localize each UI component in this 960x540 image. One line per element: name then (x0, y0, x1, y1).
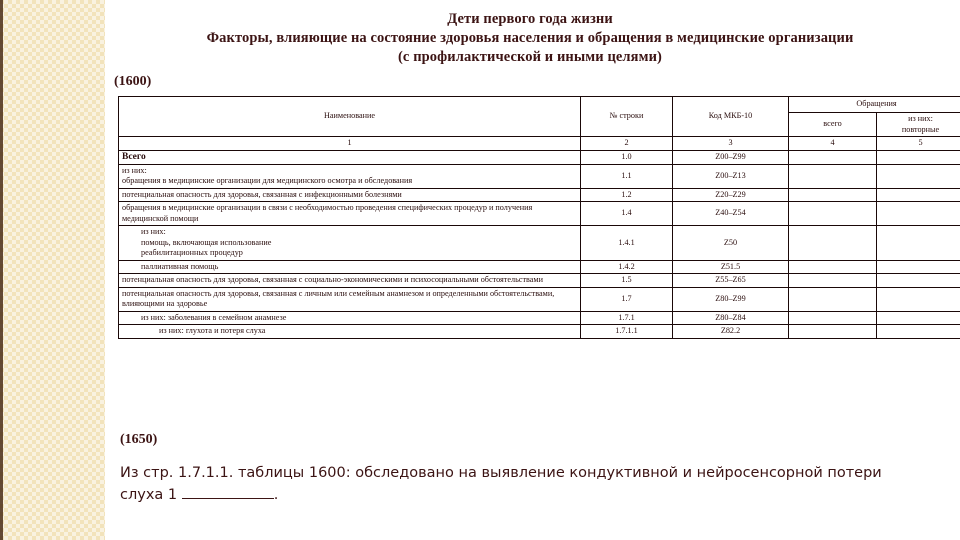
row-label: потенциальная опасность для здоровья, связанная с социально-экономическими и психосоциальными обстоятельствами (119, 274, 581, 288)
form-1600-table-container (118, 96, 940, 339)
row-icd-code: Z00–Z99 (673, 151, 789, 165)
row-icd-code: Z80–Z99 (673, 287, 789, 311)
row-number: 1.4.2 (581, 260, 673, 274)
row-visits-total-cell[interactable] (789, 164, 877, 188)
row-visits-repeat-cell[interactable] (877, 202, 960, 226)
row-icd-code: Z51.5 (673, 260, 789, 274)
table-row (119, 325, 960, 339)
table-row (119, 274, 960, 288)
table-row (119, 202, 960, 226)
table-header-row-main (119, 97, 960, 113)
row-visits-repeat-cell[interactable] (877, 325, 960, 339)
col-number-5: 5 (877, 137, 960, 151)
note-blank-field[interactable] (182, 485, 274, 499)
row-visits-total-cell[interactable] (789, 151, 877, 165)
table-row (119, 311, 960, 325)
table-row (119, 188, 960, 202)
row-icd-code: Z50 (673, 226, 789, 261)
row-label: паллиативная помощь (119, 260, 581, 274)
visits-repeat-line-2: повторные (901, 124, 940, 134)
row-label: потенциальная опасность для здоровья, связанная с личным или семейным анамнезом и определенными обстоятельствами, влияющими на здоровье (119, 287, 581, 311)
row-label: Всего (119, 151, 581, 165)
row-visits-total-cell[interactable] (789, 325, 877, 339)
row-visits-total-cell[interactable] (789, 311, 877, 325)
row-icd-code: Z40–Z54 (673, 202, 789, 226)
note-text-after: . (273, 487, 279, 503)
row-visits-total-cell[interactable] (789, 202, 877, 226)
col-number-4: 4 (789, 137, 877, 151)
table-body (119, 151, 960, 339)
row-number: 1.5 (581, 274, 673, 288)
row-visits-total-cell[interactable] (789, 287, 877, 311)
row-number: 1.1 (581, 164, 673, 188)
row-icd-code: Z80–Z84 (673, 311, 789, 325)
table-row (119, 164, 960, 188)
row-label: из них: помощь, включающая использование реабилитационных процедур (119, 226, 581, 261)
col-number-2: 2 (581, 137, 673, 151)
row-visits-repeat-cell[interactable] (877, 164, 960, 188)
form-code-1600: (1600) (114, 74, 152, 89)
row-number: 1.0 (581, 151, 673, 165)
row-visits-repeat-cell[interactable] (877, 151, 960, 165)
row-icd-code: Z00–Z13 (673, 164, 789, 188)
page-title-block (110, 10, 950, 67)
form-1650-note (120, 462, 910, 506)
row-number: 1.7.1 (581, 311, 673, 325)
row-number: 1.4.1 (581, 226, 673, 261)
row-label: из них: глухота и потеря слуха (119, 325, 581, 339)
row-visits-repeat-cell[interactable] (877, 311, 960, 325)
row-visits-repeat-cell[interactable] (877, 226, 960, 261)
page-subtitle-secondary: (с профилактической и иными целями) (398, 49, 662, 65)
row-visits-repeat-cell[interactable] (877, 287, 960, 311)
row-label: из них: заболевания в семейном анамнезе (119, 311, 581, 325)
page-title: Дети первого года жизни (447, 11, 613, 27)
col-number-1: 1 (119, 137, 581, 151)
table-row (119, 226, 960, 261)
row-number: 1.2 (581, 188, 673, 202)
col-header-row-no: № строки (581, 97, 673, 137)
form-1600-table (118, 96, 960, 339)
row-label: потенциальная опасность для здоровья, связанная с инфекционными болезнями (119, 188, 581, 202)
table-row (119, 287, 960, 311)
row-number: 1.7 (581, 287, 673, 311)
col-number-3: 3 (673, 137, 789, 151)
col-header-name: Наименование (119, 97, 581, 137)
row-visits-repeat-cell[interactable] (877, 260, 960, 274)
table-row (119, 260, 960, 274)
row-label: обращения в медицинские организации в связи с необходимостью проведения специфических процедур и получения медицинской помощи (119, 202, 581, 226)
row-visits-total-cell[interactable] (789, 188, 877, 202)
row-visits-repeat-cell[interactable] (877, 188, 960, 202)
row-visits-total-cell[interactable] (789, 274, 877, 288)
row-visits-total-cell[interactable] (789, 226, 877, 261)
table-row (119, 151, 960, 165)
form-code-1650: (1650) (120, 432, 158, 447)
page-subtitle: Факторы, влияющие на состояние здоровья населения и обращения в медицинские организации (206, 30, 854, 46)
note-text-before: Из стр. 1.7.1.1. таблицы 1600: обследовано на выявление кондуктивной и нейросенсорной потери слуха 1 (120, 465, 882, 503)
row-visits-repeat-cell[interactable] (877, 274, 960, 288)
col-header-visits-total: всего (789, 113, 877, 137)
table-head (119, 97, 960, 151)
col-header-icd: Код МКБ-10 (673, 97, 789, 137)
row-icd-code: Z20–Z29 (673, 188, 789, 202)
table-column-number-row (119, 137, 960, 151)
row-number: 1.4 (581, 202, 673, 226)
row-icd-code: Z55–Z65 (673, 274, 789, 288)
row-icd-code: Z82.2 (673, 325, 789, 339)
row-number: 1.7.1.1 (581, 325, 673, 339)
col-header-visits-repeat (877, 113, 960, 137)
row-visits-total-cell[interactable] (789, 260, 877, 274)
col-header-visits-group: Обращения (789, 97, 960, 113)
row-label: из них: обращения в медицинские организации для медицинского осмотра и обследования (119, 164, 581, 188)
visits-repeat-line-1: из них: (908, 114, 933, 123)
